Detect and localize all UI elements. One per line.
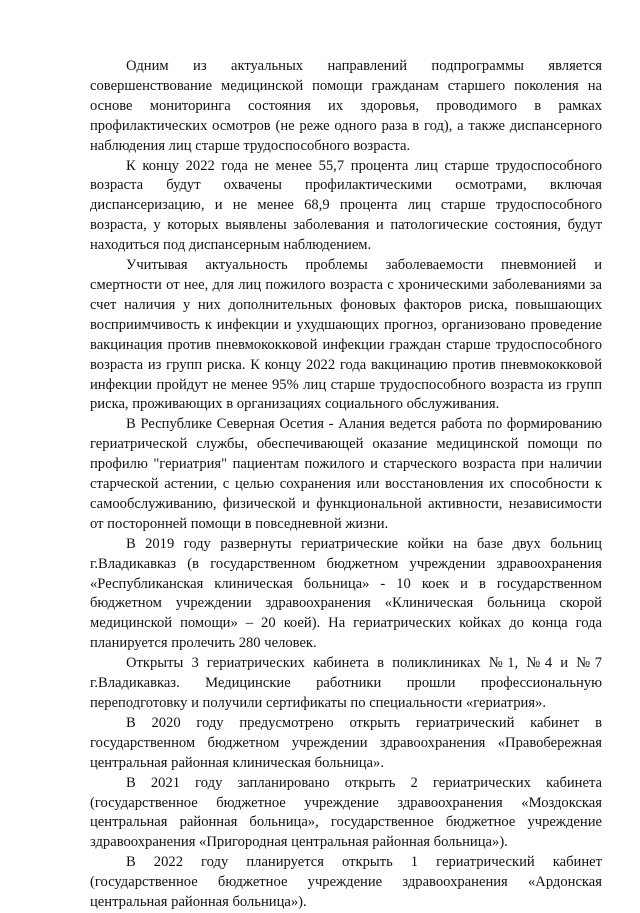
- paragraph-2: К концу 2022 года не менее 55,7 процента лиц старше трудоспособного возраста будут охвачены профилактическими осмотрами, включая диспансеризацию, и не менее 68,9 процента лиц старше трудоспособного возраста, у которых выявлены заболевания и патологические состояния, будут находиться под диспансерным наблюдением.: [90, 157, 602, 254]
- paragraph-5: В 2019 году развернуты гериатрические койки на базе двух больниц г.Владикавказ (в государственном бюджетном учреждении здравоохранения «Республиканская клиническая больница» - 10 коек и в государственном бюджетном учреждении здравоохранения «Клиническая больница скорой медицинской помощи» – 20 коей). На гериатрических койках до конца года планируется пролечить 280 человек.: [90, 535, 602, 652]
- paragraph-3: Учитывая актуальность проблемы заболеваемости пневмонией и смертности от нее, для лиц пожилого возраста с хроническими заболеваниями за счет наличия у них дополнительных фоновых факторов риска, повышающих восприимчивость к инфекции и ухудшающих прогноз, организовано проведение вакцинация против пневмококковой инфекции граждан старше трудоспособного возраста из групп риска. К концу 2022 года вакцинацию против пневмококковой инфекции пройдут не менее 95% лиц старше трудоспособного возраста из групп риска, проживающих в организациях социального обслуживания.: [90, 257, 602, 413]
- paragraph-7: В 2020 году предусмотрено открыть гериатрический кабинет в государственном бюджетном учреждении здравоохранения «Правобережная центральная районная клиническая больница».: [90, 714, 602, 771]
- paragraph-8: В 2021 году запланировано открыть 2 гериатрических кабинета (государственное бюджетное учреждение здравоохранения «Моздокская центральная районная больница», государственное бюджетное учреждение здравоохранения «Пригородная центральная районная больница»).: [90, 774, 602, 851]
- paragraph-1: Одним из актуальных направлений подпрограммы является совершенствование медицинской помощи гражданам старшего поколения на основе мониторинга состояния их здоровья, проводимого в рамках профилактических осмотров (не реже одного раза в год), а также диспансерного наблюдения лиц старше трудоспособного возраста.: [90, 58, 602, 154]
- paragraph-6: Открыты 3 гериатрических кабинета в поликлиниках №1, №4 и №7 г.Владикавказ. Медицинские работники прошли профессиональную переподготовку и получили сертификаты по специальности «гериатрия».: [90, 655, 602, 711]
- paragraph-9: В 2022 году планируется открыть 1 гериатрический кабинет (государственное бюджетное учреждение здравоохранения «Ардонская центральная районная больница»).: [90, 854, 602, 911]
- document-page: [90, 57, 602, 913]
- paragraph-4: В Республике Северная Осетия - Алания ведется работа по формированию гериатрической службы, обеспечивающей оказание медицинской помощи по профилю "гериатрия" пациентам пожилого и старческого возраста при наличии старческой астении, с целью сохранения или восстановления их способности к самообслуживанию, физической и функциональной активности, независимости от посторонней помощи в повседневной жизни.: [90, 416, 602, 532]
